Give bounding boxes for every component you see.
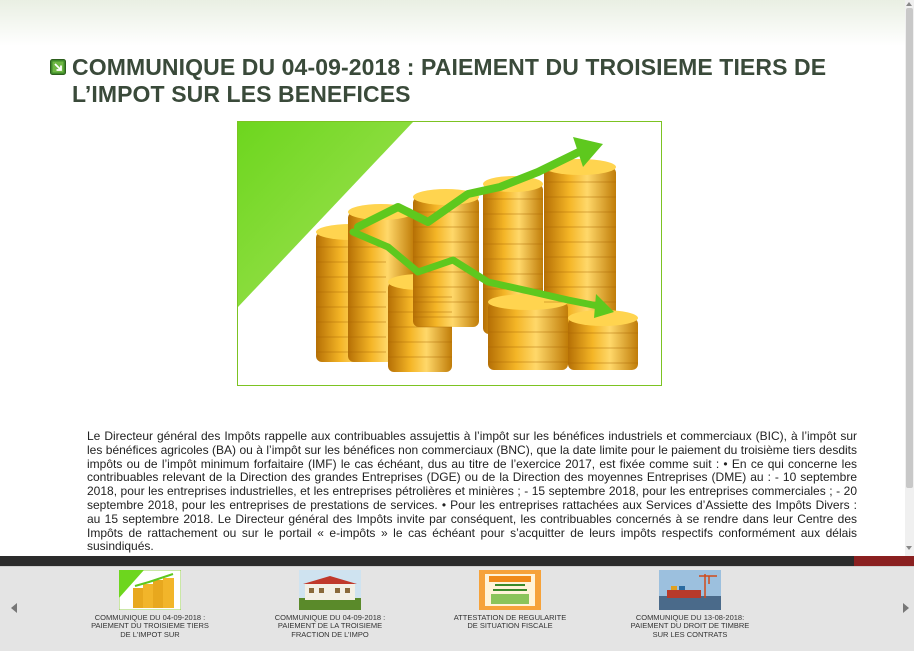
building-thumbnail [299,570,361,610]
carousel-item[interactable] [270,570,390,639]
news-carousel [0,566,914,651]
elections-poster-thumbnail [479,570,541,610]
carousel-item[interactable] [90,570,210,639]
background-page-strip [0,556,914,566]
article-title-row [0,54,905,108]
carousel-item-caption: COMMUNIQUE DU 13-08-2018: PAIEMENT DU DROIT DE TIMBRE SUR LES CONTRATS [630,613,750,639]
coins-thumbnail [119,570,181,610]
coins-illustration [238,122,662,386]
article-title: COMMUNIQUE DU 04-09-2018 : PAIEMENT DU TROISIEME TIERS DE L’IMPOT SUR LES BENEFICES [72,54,827,107]
modal-header-band [0,0,905,46]
scroll-thumb[interactable] [906,8,913,488]
carousel-item-caption: COMMUNIQUE DU 04-09-2018 : PAIEMENT DU TROISIEME TIERS DE L’IMPOT SUR [91,613,209,639]
carousel-item-caption: COMMUNIQUE DU 04-09-2018 : PAIEMENT DE LA TROISIEME FRACTION DE L’IMPO [274,613,386,639]
carousel-item-caption: ATTESTATION DE REGULARITE DE SITUATION FISCALE [453,613,567,631]
carousel-next-arrow-icon[interactable] [903,603,909,613]
coins-growth-chart-image [237,121,662,386]
carousel-item[interactable] [450,570,570,631]
article-body: Le Directeur général des Impôts rappelle aux contribuables assujettis à l’impôt sur les bénéfices industriels et commerciaux (BIC), à l’impôt sur les bénéfices agricoles (BA) ou à l’impôt sur les bénéfices non commerciaux (BNC), que la date limite pour le paiement du troisième tiers desdits impôts ou de l’impôt minimum forfaitaire (IMF) le cas échéant, dus au titre de l’exercice 2017, est fixée comme suit : • En ce qui concerne les contribuables relevant de la Direction des grandes Entreprises (DGE) ou de la Direction des moyennes Entreprises (DME) au : - 10 septembre 2018, pour les entreprises industrielles, et les entreprises pétrolières et minières ; - 15 septembre 2018, pour les entreprises commerciales ; - 20 septembre 2018, pour les entreprises de prestations de services. • Pour les entreprises rattachées aux Services d’Assiette des Impôts Divers : au 15 septembre 2018. Le Directeur général des Impôts invite par conséquent, les contribuables concernés à se rendre dans leur Centre des Impôts de rattachement ou sur le portail « e-impôts » le cas échéant pour s’acquitter de leurs impôts respectifs conformément aux délais susindiqués. [87,429,857,554]
carousel-prev-arrow-icon[interactable] [11,603,17,613]
background-red-block [854,556,914,566]
port-cranes-thumbnail [659,570,721,610]
arrow-bullet-icon [50,59,66,75]
carousel-item[interactable] [630,570,750,639]
scroll-down-arrow-icon[interactable] [906,546,912,550]
modal-scrollbar[interactable] [905,0,914,556]
scroll-up-arrow-icon[interactable] [906,2,912,6]
